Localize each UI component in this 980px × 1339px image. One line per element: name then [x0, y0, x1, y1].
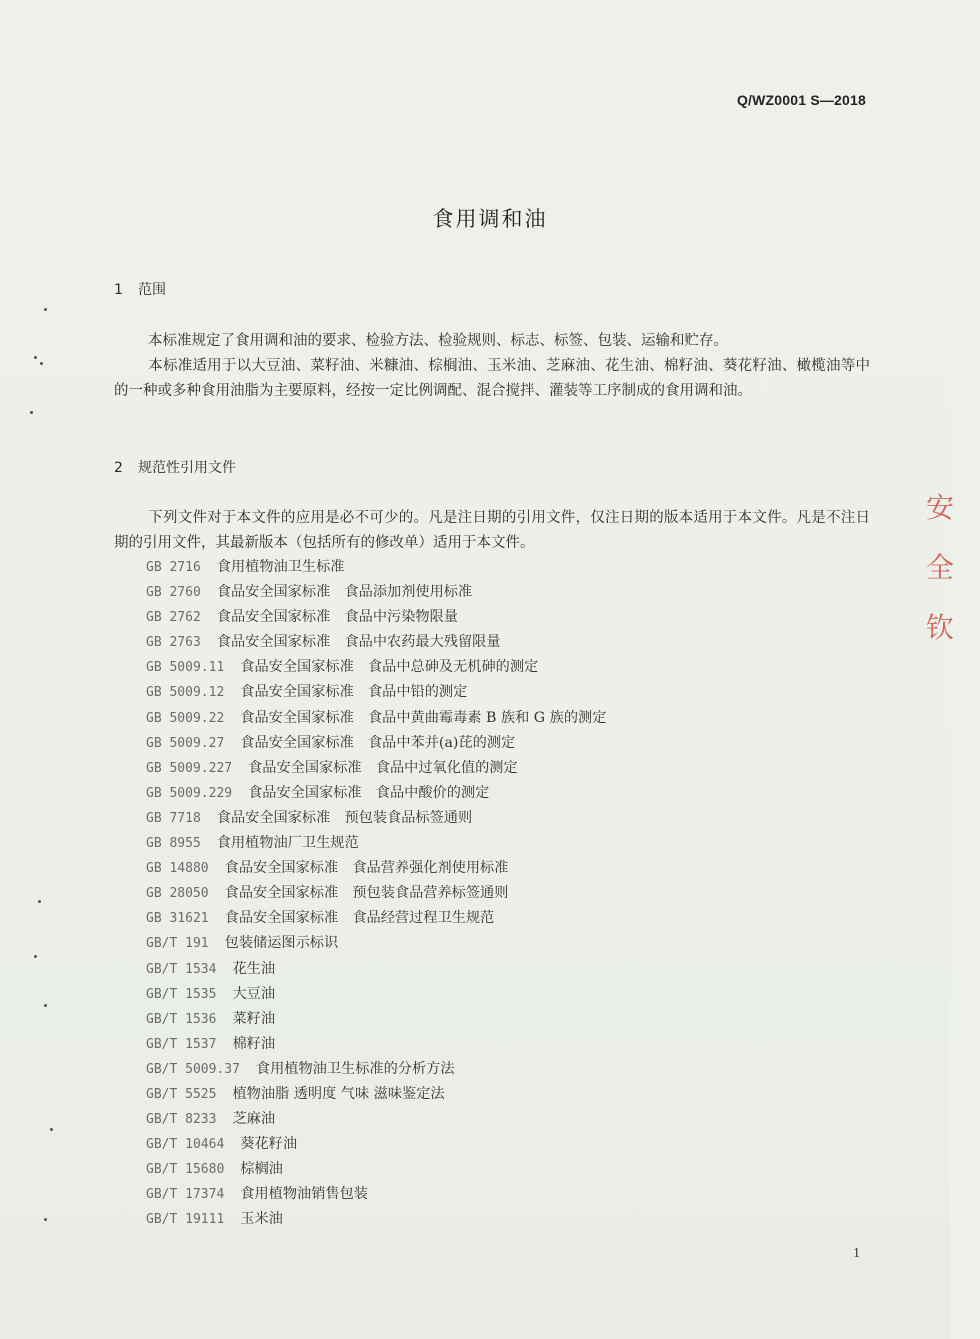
reference-code: GB/T 191 — [146, 936, 209, 952]
reference-code: GB/T 10464 — [146, 1137, 225, 1153]
reference-code: GB/T 1536 — [146, 1011, 217, 1027]
reference-item — [146, 756, 606, 781]
reference-item — [146, 630, 606, 655]
reference-code: GB 5009.27 — [146, 735, 225, 751]
reference-item — [146, 1007, 606, 1032]
reference-code: GB 2763 — [146, 635, 201, 651]
reference-code: GB 14880 — [146, 861, 209, 877]
reference-item — [146, 1107, 606, 1132]
scan-speck — [50, 1128, 53, 1131]
paragraph-text: 本标准适用于以大豆油、菜籽油、米糠油、棕榈油、玉米油、芝麻油、花生油、棉籽油、葵花籽油、橄榄油等中的一种或多种食用油脂为主要原料，经按一定比例调配、混合搅拌、灌装等工序制成的食用调和油。 — [114, 358, 870, 399]
reference-title: 棕榈油 — [240, 1161, 283, 1178]
reference-item — [146, 1182, 606, 1207]
reference-item — [146, 957, 606, 982]
reference-code: GB 2716 — [146, 560, 201, 575]
reference-code: GB 5009.227 — [146, 760, 233, 776]
section-heading-normative — [114, 457, 236, 477]
reference-title: 大豆油 — [232, 985, 276, 1002]
reference-title: 食品安全国家标准 预包装食品标签通则 — [216, 809, 473, 826]
reference-code: GB 2760 — [146, 585, 201, 601]
reference-code: GB 5009.12 — [146, 685, 225, 701]
document-code: Q/WZ0001 S—2018 — [736, 92, 866, 108]
reference-title: 食用植物油销售包装 — [240, 1186, 368, 1203]
reference-item — [146, 831, 606, 856]
reference-code: GB/T 1534 — [146, 961, 217, 977]
reference-item — [146, 1207, 606, 1232]
reference-code: GB/T 19111 — [146, 1212, 225, 1228]
reference-item — [146, 1032, 606, 1057]
reference-item — [146, 982, 606, 1007]
reference-code: GB/T 8233 — [146, 1112, 217, 1128]
reference-title: 包装储运图示标识 — [224, 935, 339, 952]
paragraph-text: 下列文件对于本文件的应用是必不可少的。凡是注日期的引用文件，仅注日期的版本适用于本文件。凡是不注日期的引用文件，其最新版本（包括所有的修改单）适用于本文件。 — [114, 510, 870, 551]
section-number: 1 — [114, 282, 123, 298]
scope-paragraph-1 — [114, 329, 870, 354]
scan-speck — [30, 411, 33, 414]
reference-title: 花生油 — [232, 960, 276, 977]
reference-item — [146, 605, 606, 630]
reference-item — [146, 906, 606, 931]
reference-code: GB 2762 — [146, 610, 201, 626]
reference-title: 葵花籽油 — [240, 1136, 298, 1153]
scan-speck — [44, 1218, 47, 1221]
reference-item — [146, 706, 606, 731]
reference-title: 食品安全国家标准 食品添加剂使用标准 — [216, 584, 473, 601]
reference-title: 食品安全国家标准 预包装食品营养标签通则 — [224, 885, 509, 902]
seal-stamp-fragment — [926, 478, 966, 688]
reference-item — [146, 1057, 606, 1082]
section-title: 规范性引用文件 — [138, 460, 236, 476]
reference-item — [146, 781, 606, 806]
reference-title: 食品安全国家标准 食品中苯并(a)芘的测定 — [240, 734, 516, 751]
scan-speck — [34, 955, 37, 958]
section-number: 2 — [114, 460, 123, 476]
reference-item — [146, 1132, 606, 1157]
reference-title: 食品安全国家标准 食品中过氧化值的测定 — [248, 759, 518, 776]
page-number: 1 — [853, 1246, 860, 1261]
seal-stamp-char: 全 — [926, 551, 955, 584]
scope-paragraph-2 — [114, 354, 870, 403]
reference-item — [146, 1082, 606, 1107]
reference-title: 食品安全国家标准 食品中酸价的测定 — [248, 784, 490, 801]
reference-item — [146, 731, 606, 756]
normative-intro — [114, 506, 870, 555]
reference-code: GB/T 5009.37 — [146, 1061, 240, 1077]
reference-item — [146, 555, 606, 580]
seal-stamp-char: 安 — [926, 491, 955, 524]
reference-title: 棉籽油 — [232, 1035, 276, 1052]
reference-code: GB 8955 — [146, 836, 201, 852]
reference-code: GB 31621 — [146, 911, 209, 927]
reference-item — [146, 881, 606, 906]
reference-code: GB/T 5525 — [146, 1086, 217, 1102]
reference-item — [146, 1157, 606, 1182]
reference-title: 食品安全国家标准 食品营养强化剂使用标准 — [224, 860, 509, 877]
reference-title: 食用植物油卫生标准的分析方法 — [255, 1060, 455, 1077]
reference-item — [146, 655, 606, 680]
paragraph-text: 本标准规定了食用调和油的要求、检验方法、检验规则、标志、标签、包装、运输和贮存。 — [148, 333, 728, 349]
reference-item — [146, 931, 606, 956]
seal-stamp-char: 钦 — [926, 611, 955, 644]
scan-speck — [44, 1004, 47, 1007]
reference-title: 植物油脂 透明度 气味 滋味鉴定法 — [232, 1085, 445, 1102]
reference-code: GB 5009.229 — [146, 785, 233, 801]
scan-speck — [44, 308, 47, 311]
scan-speck — [34, 356, 37, 359]
section-heading-scope — [114, 279, 166, 299]
reference-code: GB 5009.22 — [146, 710, 225, 726]
scan-speck — [38, 900, 41, 903]
reference-code: GB 28050 — [146, 886, 209, 902]
reference-title: 玉米油 — [240, 1211, 283, 1228]
reference-code: GB/T 1537 — [146, 1036, 217, 1052]
reference-item — [146, 806, 606, 831]
reference-code: GB/T 1535 — [146, 986, 217, 1002]
scan-speck — [40, 362, 43, 365]
page-title: 食用调和油 — [432, 207, 548, 231]
section-title: 范围 — [138, 282, 166, 298]
reference-item — [146, 580, 606, 605]
reference-item — [146, 856, 606, 881]
reference-title: 食品安全国家标准 食品经营过程卫生规范 — [224, 910, 495, 927]
reference-title: 食品安全国家标准 食品中黄曲霉毒素 B 族和 G 族的测定 — [240, 709, 607, 726]
reference-list — [146, 555, 606, 1233]
reference-code: GB 7718 — [146, 810, 201, 826]
reference-title: 食品安全国家标准 食品中污染物限量 — [216, 609, 458, 626]
reference-title: 菜籽油 — [232, 1010, 276, 1027]
reference-title: 食品安全国家标准 食品中总砷及无机砷的测定 — [240, 659, 539, 676]
reference-title: 食用植物油卫生标准 — [216, 559, 345, 575]
reference-code: GB/T 15680 — [146, 1162, 225, 1178]
reference-title: 食品安全国家标准 食品中农药最大残留限量 — [216, 634, 501, 651]
reference-item — [146, 680, 606, 705]
reference-code: GB 5009.11 — [146, 660, 225, 676]
reference-title: 食用植物油厂卫生规范 — [216, 835, 359, 852]
reference-title: 食品安全国家标准 食品中铅的测定 — [240, 684, 468, 701]
reference-title: 芝麻油 — [232, 1111, 276, 1128]
reference-code: GB/T 17374 — [146, 1187, 225, 1203]
